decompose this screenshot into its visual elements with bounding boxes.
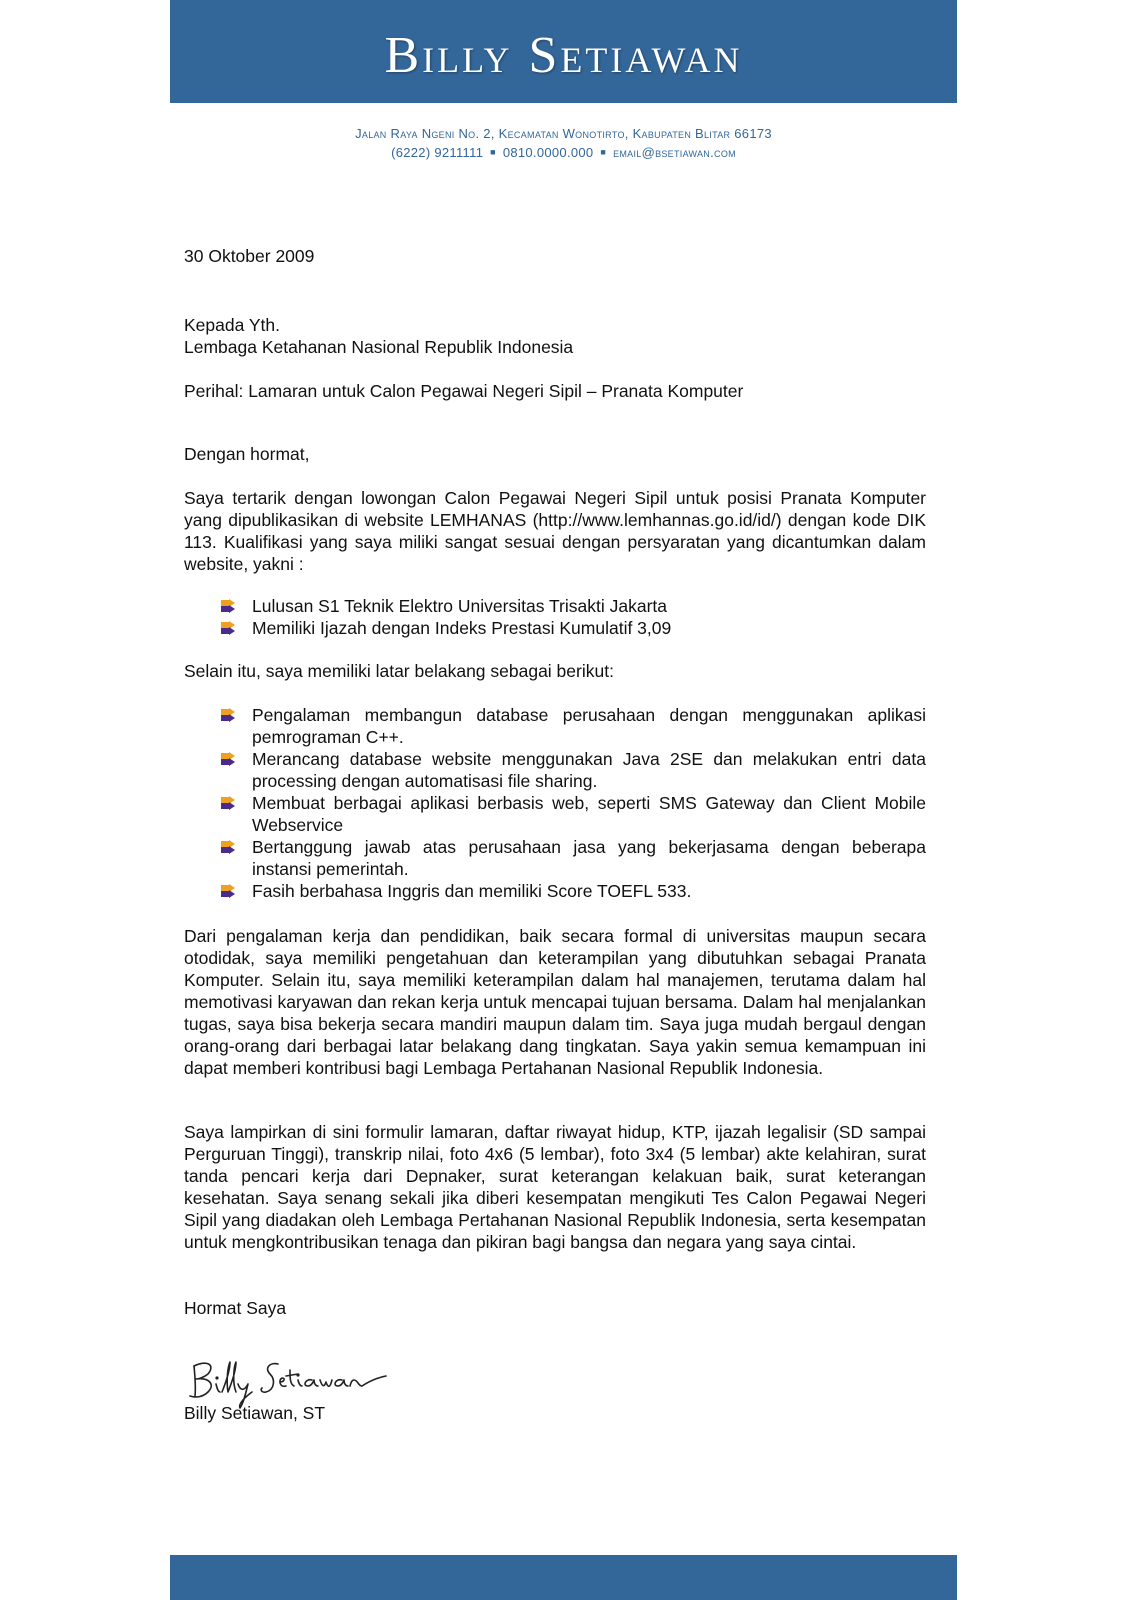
letterhead-mobile: 0810.0000.000 xyxy=(502,145,594,160)
recipient-organization: Lembaga Ketahanan Nasional Republik Indonesia xyxy=(184,337,574,357)
letterhead-phone: (6222) 9211111 xyxy=(391,145,484,160)
letter-date: 30 Oktober 2009 xyxy=(184,246,315,266)
separator-icon: ■ xyxy=(600,147,607,157)
experience-paragraph: Dari pengalaman kerja dan pendidikan, baik secara formal di universitas maupun secara otodidak, saya memiliki pengetahuan dan keterampilan yang dibutuhkan sebagai Pranata Komputer. Selain itu, saya memiliki keterampilan dalam hal manajemen, terutama dalam hal memotivasi karyawan dan rekan kerja untuk mencapai tujuan bersama. Dalam hal menjalankan tugas, saya bisa bekerja secara mandiri maupun dalam tim. Saya juga mudah bergaul dengan orang-orang dari berbagai latar belakang dang tingkatan. Saya yakin semua kemampuan ini dapat memberi kontribusi bagi Lembaga Pertahanan Nasional Republik Indonesia. xyxy=(184,926,926,1078)
letterhead-address: Jalan Raya Ngeni No. 2, Kecamatan Wonotirto, Kabupaten Blitar 66173 xyxy=(355,126,772,141)
letterhead-contact-line xyxy=(170,145,957,160)
list-item: Bertanggung jawab atas perusahaan jasa yang bekerjasama dengan beberapa instansi pemerintah. xyxy=(184,836,926,880)
background-intro: Selain itu, saya memiliki latar belakang sebagai berikut: xyxy=(184,661,614,681)
arrow-bullet-icon xyxy=(221,752,235,766)
background-list xyxy=(184,704,926,902)
intro-paragraph: Saya tertarik dengan lowongan Calon Pegawai Negeri Sipil untuk posisi Pranata Komputer yang dipublikasikan di website LEMHANAS (http://www.lemhannas.go.id/id/) dengan kode DIK 113. Kualifikasi yang saya miliki sangat sesuai dengan persyaratan yang dicantumkan dalam website, yakni : xyxy=(184,488,926,574)
arrow-bullet-icon xyxy=(221,884,235,898)
attachments-paragraph: Saya lampirkan di sini formulir lamaran, daftar riwayat hidup, KTP, ijazah legalisir (SD sampai Perguruan Tinggi), transkrip nilai, foto 4x6 (5 lembar), foto 3x4 (5 lembar) akte kelahiran, surat tanda pencari kerja dari Depnaker, surat keterangan kelakuan baik, surat keterangan kesehatan. Saya senang sekali jika diberi kesempatan mengikuti Tes Calon Pegawai Negeri Sipil yang diadakan oleh Lembaga Pertahanan Nasional Republik Indonesia, serta kesempatan untuk mengkontribusikan tenaga dan pikiran bagi bangsa dan negara yang saya cintai. xyxy=(184,1122,926,1252)
letter-subject: Perihal: Lamaran untuk Calon Pegawai Negeri Sipil – Pranata Komputer xyxy=(184,381,744,401)
qualifications-list xyxy=(184,595,926,639)
separator-icon: ■ xyxy=(490,147,496,157)
arrow-bullet-icon xyxy=(221,840,235,854)
list-item: Lulusan S1 Teknik Elektro Universitas Trisakti Jakarta xyxy=(184,595,926,617)
letterhead-banner xyxy=(170,0,957,103)
recipient-to: Kepada Yth. xyxy=(184,315,281,335)
arrow-bullet-icon xyxy=(221,621,235,635)
closing: Hormat Saya xyxy=(184,1298,287,1318)
signer-name: Billy Setiawan, ST xyxy=(184,1403,326,1423)
list-item: Pengalaman membangun database perusahaan dengan menggunakan aplikasi pemrograman C++. xyxy=(184,704,926,748)
list-item: Membuat berbagai aplikasi berbasis web, seperti SMS Gateway dan Client Mobile Webservice xyxy=(184,792,926,836)
list-item: Fasih berbahasa Inggris dan memiliki Score TOEFL 533. xyxy=(184,880,926,902)
list-item: Merancang database website menggunakan Java 2SE dan melakukan entri data processing dengan automatisasi file sharing. xyxy=(184,748,926,792)
letterhead-email: email@bsetiawan.com xyxy=(613,145,736,160)
footer-banner xyxy=(170,1555,957,1600)
arrow-bullet-icon xyxy=(221,796,235,810)
arrow-bullet-icon xyxy=(221,708,235,722)
greeting: Dengan hormat, xyxy=(184,444,310,464)
list-item: Memiliki Ijazah dengan Indeks Prestasi Kumulatif 3,09 xyxy=(184,617,926,639)
letterhead-name: Billy Setiawan xyxy=(384,27,743,84)
arrow-bullet-icon xyxy=(221,599,235,613)
